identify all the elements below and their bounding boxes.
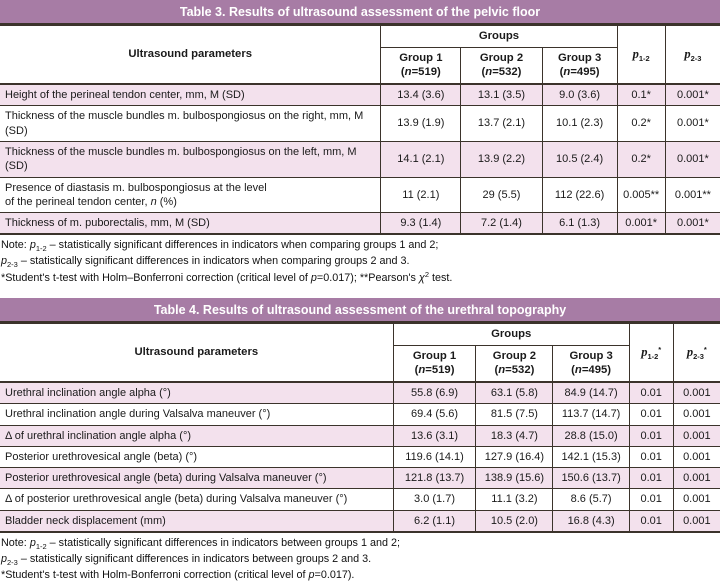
p23-value: 0.001 xyxy=(673,446,720,467)
note-line-1: Note: $p_{1-2}$ – statistically significant differences in indicators between groups 1 and 2; xyxy=(1,537,400,552)
p12-value: 0.2* xyxy=(617,141,665,177)
group3-value: 10.1 (2.3) xyxy=(542,106,617,142)
p23-value: 0.001 xyxy=(673,489,720,510)
group2-value: 18.3 (4.7) xyxy=(476,425,553,446)
group2-value: 63.1 (5.8) xyxy=(476,382,553,404)
p23-value: 0.001* xyxy=(665,84,720,106)
table3-row-4 xyxy=(0,177,720,213)
table3-header-group1 xyxy=(381,47,461,84)
group3-value: 142.1 (15.3) xyxy=(553,446,629,467)
group3-value: 84.9 (14.7) xyxy=(553,382,629,404)
group1-n: (n=519) xyxy=(400,66,441,79)
group2-value: 13.9 (2.2) xyxy=(461,141,542,177)
group1-value: 14.1 (2.1) xyxy=(381,141,461,177)
table4-row-4 xyxy=(0,446,720,467)
parameter-cell: Presence of diastasis m. bulbospongiosus at the level of the perineal tendon center, n (%) xyxy=(0,177,381,213)
p23-value: 0.001* xyxy=(665,213,720,235)
group3-label: Group 3 xyxy=(569,349,613,362)
table4-row-2 xyxy=(0,404,720,425)
table3-title: Table 3. Results of ultrasound assessment of the pelvic floor xyxy=(179,5,541,19)
group2-value: 29 (5.5) xyxy=(461,177,542,213)
parameter-cell: Posterior urethrovesical angle (beta) (°) xyxy=(0,446,393,467)
group3-value: 150.6 (13.7) xyxy=(553,468,629,489)
group3-n: (n=495) xyxy=(559,66,600,79)
table4 xyxy=(0,323,720,533)
table4-notes xyxy=(0,533,720,582)
table3-header-group2 xyxy=(461,47,542,84)
p23-value: 0.001 xyxy=(673,425,720,446)
p12-value: 0.01 xyxy=(629,446,673,467)
table4-row-6 xyxy=(0,489,720,510)
p12-value: 0.2* xyxy=(617,106,665,142)
group2-label: Group 2 xyxy=(492,349,537,362)
group1-value: 121.8 (13.7) xyxy=(393,468,476,489)
table3-header-parameters: Ultrasound parameters xyxy=(0,26,381,85)
p12-value: 0.01 xyxy=(629,382,673,404)
group3-value: 6.1 (1.3) xyxy=(542,213,617,235)
parameter-cell: Δ of posterior urethrovesical angle (beta) during Valsalva maneuver (°) xyxy=(0,489,393,510)
note-line-1: Note: $p_{1-2}$ – statistically significant differences in indicators when comparing groups 1 and 2; xyxy=(1,239,439,254)
note-line-3: *Student's t-test with Holm–Bonferroni correction (critical level of p=0.017); **Pearson's $\chi^2$ test. xyxy=(1,269,453,284)
p23-value: 0.001 xyxy=(673,382,720,404)
table4-header-group2 xyxy=(476,345,553,382)
p12-value: 0.01 xyxy=(629,425,673,446)
table4-section xyxy=(0,298,720,582)
note-line-2: $p_{2-3}$ – statistically significant differences in indicators when comparing groups 2 and 3. xyxy=(1,255,410,270)
group1-n: (n=519) xyxy=(414,364,455,377)
group3-n: (n=495) xyxy=(571,364,612,377)
table4-title-bar xyxy=(0,298,720,323)
p12-value: 0.01 xyxy=(629,510,673,532)
p23-value: 0.001** xyxy=(665,177,720,213)
parameter-cell: Bladder neck displacement (mm) xyxy=(0,510,393,532)
table4-header-p23: $p_{2-3}^*$ xyxy=(673,323,720,382)
table3-row-1 xyxy=(0,84,720,106)
table3 xyxy=(0,25,720,235)
table4-header-p12: $p_{1-2}^*$ xyxy=(629,323,673,382)
table4-header-row-1 xyxy=(0,323,720,345)
group2-value: 127.9 (16.4) xyxy=(476,446,553,467)
group3-value: 9.0 (3.6) xyxy=(542,84,617,106)
table4-title: Table 4. Results of ultrasound assessment of the urethral topography xyxy=(153,302,567,317)
p23-value: 0.001* xyxy=(665,141,720,177)
group2-value: 138.9 (15.6) xyxy=(476,468,553,489)
group3-value: 112 (22.6) xyxy=(542,177,617,213)
p12-value: 0.005** xyxy=(617,177,665,213)
table3-section xyxy=(0,0,720,285)
group1-value: 11 (2.1) xyxy=(381,177,461,213)
p12-value: 0.001* xyxy=(617,213,665,235)
parameter-cell: Urethral inclination angle alpha (°) xyxy=(0,382,393,404)
p12-value: 0.01 xyxy=(629,404,673,425)
group3-label: Group 3 xyxy=(557,51,602,64)
group1-value: 13.4 (3.6) xyxy=(381,84,461,106)
parameter-cell: Posterior urethrovesical angle (beta) during Valsalva maneuver (°) xyxy=(0,468,393,489)
group2-n: (n=532) xyxy=(494,364,535,377)
table4-header-parameters: Ultrasound parameters xyxy=(0,323,393,382)
parameter-cell: Thickness of m. puborectalis, mm, M (SD) xyxy=(0,213,381,235)
group2-value: 81.5 (7.5) xyxy=(476,404,553,425)
note-line-2: $p_{2-3}$ – statistically significant differences in indicators between groups 2 and 3. xyxy=(1,552,372,567)
group1-value: 3.0 (1.7) xyxy=(393,489,476,510)
group3-value: 16.8 (4.3) xyxy=(553,510,629,532)
table4-header-groups: Groups xyxy=(393,323,629,345)
group1-value: 6.2 (1.1) xyxy=(393,510,476,532)
note-line-3: *Student's t-test with Holm-Bonferroni correction (critical level of p=0.017). xyxy=(1,568,355,581)
group1-value: 55.8 (6.9) xyxy=(393,382,476,404)
table4-row-7 xyxy=(0,510,720,532)
p12-value: 0.01 xyxy=(629,489,673,510)
group1-label: Group 1 xyxy=(412,349,457,362)
group3-value: 28.8 (15.0) xyxy=(553,425,629,446)
group3-value: 113.7 (14.7) xyxy=(553,404,629,425)
p12-value: 0.1* xyxy=(617,84,665,106)
parameter-cell: Δ of urethral inclination angle alpha (°) xyxy=(0,425,393,446)
group2-value: 7.2 (1.4) xyxy=(461,213,542,235)
table4-row-3 xyxy=(0,425,720,446)
group1-value: 13.6 (3.1) xyxy=(393,425,476,446)
group2-label: Group 2 xyxy=(479,51,524,64)
table3-row-3 xyxy=(0,141,720,177)
parameter-cell: Height of the perineal tendon center, mm, M (SD) xyxy=(0,84,381,106)
table4-header-group1 xyxy=(393,345,476,382)
table3-header-group3 xyxy=(542,47,617,84)
table3-header-p23: $p_{2-3}$ xyxy=(665,26,720,85)
group1-value: 9.3 (1.4) xyxy=(381,213,461,235)
group2-value: 13.7 (2.1) xyxy=(461,106,542,142)
group2-value: 13.1 (3.5) xyxy=(461,84,542,106)
table4-row-5 xyxy=(0,468,720,489)
group2-n: (n=532) xyxy=(481,66,522,79)
group1-value: 119.6 (14.1) xyxy=(393,446,476,467)
p23-value: 0.001 xyxy=(673,468,720,489)
parameter-cell: Urethral inclination angle during Valsalva maneuver (°) xyxy=(0,404,393,425)
group1-value: 13.9 (1.9) xyxy=(381,106,461,142)
group3-value: 10.5 (2.4) xyxy=(542,141,617,177)
table3-notes xyxy=(0,235,720,285)
parameter-cell: Thickness of the muscle bundles m. bulbospongiosus on the right, mm, M (SD) xyxy=(0,106,381,142)
group1-value: 69.4 (5.6) xyxy=(393,404,476,425)
table4-row-1 xyxy=(0,382,720,404)
table4-header-group3 xyxy=(553,345,629,382)
parameter-cell: Thickness of the muscle bundles m. bulbospongiosus on the left, mm, M (SD) xyxy=(0,141,381,177)
table3-row-2 xyxy=(0,106,720,142)
group3-value: 8.6 (5.7) xyxy=(553,489,629,510)
p23-value: 0.001 xyxy=(673,510,720,532)
table3-header-row-1 xyxy=(0,26,720,48)
table3-title-bar xyxy=(0,0,720,25)
table3-header-groups: Groups xyxy=(381,26,617,48)
p23-value: 0.001* xyxy=(665,106,720,142)
group1-label: Group 1 xyxy=(399,51,443,64)
table3-row-5 xyxy=(0,213,720,235)
group2-value: 11.1 (3.2) xyxy=(476,489,553,510)
p12-value: 0.01 xyxy=(629,468,673,489)
group2-value: 10.5 (2.0) xyxy=(476,510,553,532)
table3-header-p12: $p_{1-2}$ xyxy=(617,26,665,85)
p23-value: 0.001 xyxy=(673,404,720,425)
